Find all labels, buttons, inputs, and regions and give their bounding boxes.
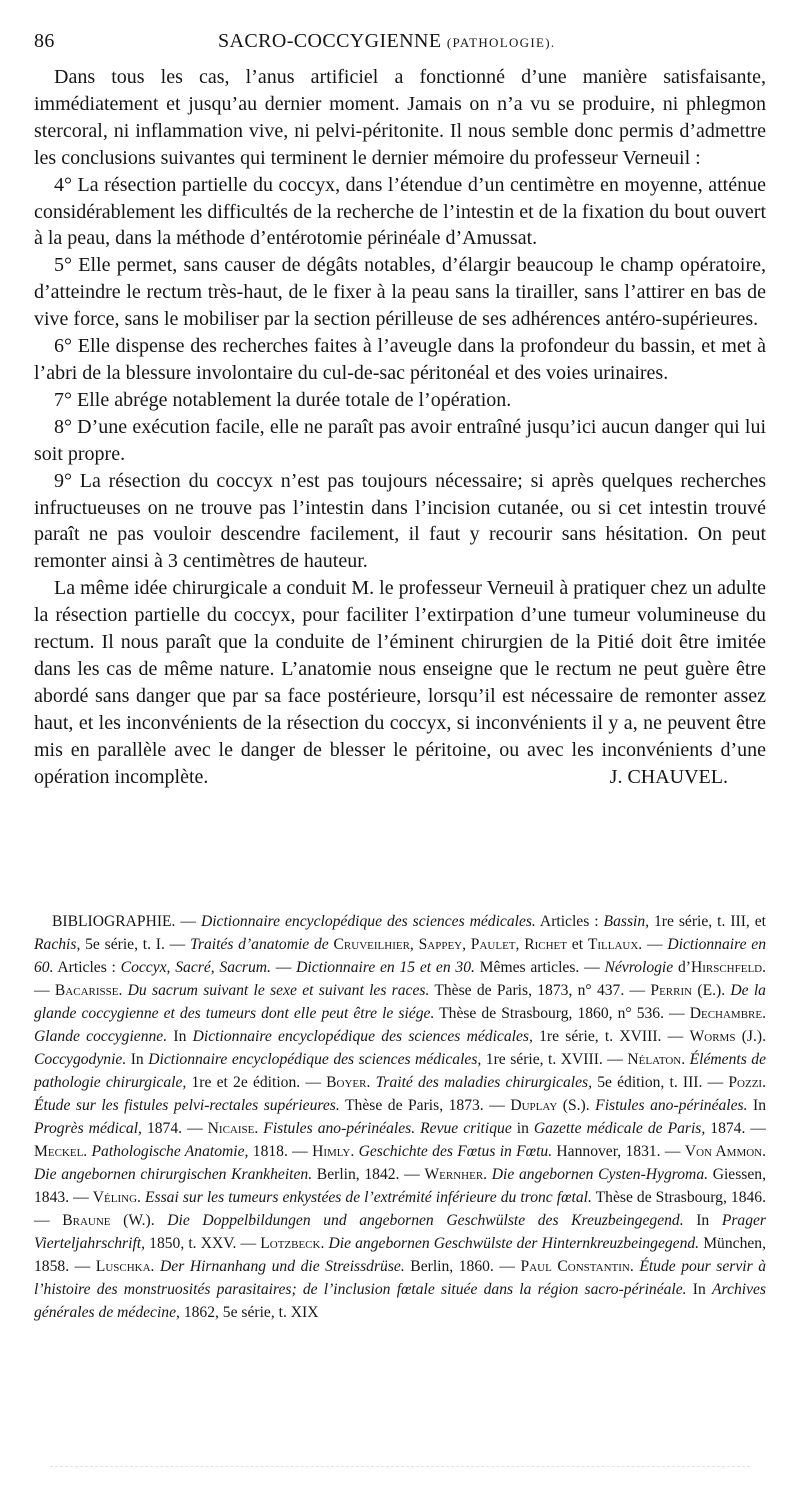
bibliography-segment: Boyer. bbox=[326, 1074, 371, 1091]
bibliography-segment: Fistules ano-périnéales. Revue critique bbox=[263, 1120, 512, 1137]
bibliography-segment: Tillaux. bbox=[587, 936, 643, 953]
bibliography-segment: Véling. bbox=[92, 1189, 141, 1206]
bibliography-segment: 1re série, t. XVIII. — bbox=[532, 1028, 690, 1045]
bibliography-segment: Essai sur les tumeurs enkystées de l’extrémité inférieure du tronc fœtal. bbox=[145, 1189, 592, 1206]
bibliography-segment: Dictionnaire en 60. bbox=[34, 936, 767, 976]
bibliography-entries bbox=[34, 913, 766, 1321]
bibliography-label: BIBLIOGRAPHIE. bbox=[52, 913, 176, 930]
bibliography-segment: Dictionnaire encyclopédique des sciences médicales, bbox=[148, 1051, 482, 1068]
running-title-text: SACRO-COCCYGIENNE bbox=[218, 30, 442, 52]
bibliography-segment: Thèse de Strasbourg, 1846. — bbox=[34, 1189, 766, 1229]
bibliography-segment: Articles : bbox=[535, 913, 604, 930]
bibliography-segment: Meckel. bbox=[34, 1143, 88, 1160]
bibliography-segment: De la glande coccygienne et des tumeurs dont elle peut être le siége. bbox=[34, 982, 766, 1022]
bibliography-segment: In bbox=[126, 1051, 149, 1068]
bibliography-segment: München, 1858. — bbox=[34, 1235, 766, 1275]
bibliography-segment: Étude sur les fistules pelvi-rectales supérieures. bbox=[34, 1097, 340, 1114]
bibliography-segment: Mêmes articles. — bbox=[474, 959, 605, 976]
bibliography-segment: In bbox=[683, 1212, 722, 1229]
bibliography-segment: Dictionnaire en 15 et en 30. bbox=[296, 959, 475, 976]
bibliography-segment: Bassin, bbox=[603, 913, 650, 930]
author-signature: J. CHAUVEL. bbox=[609, 765, 728, 788]
bibliography-segment: Névrologie bbox=[604, 959, 674, 976]
bibliography-segment: Glande coccygienne. bbox=[34, 1028, 168, 1045]
conclusion-6: 6° Elle dispense des recherches faites à l’aveugle dans la profondeur du bassin, et met à l’abri de la blessure involontaire du cul-de-sac péritonéal et des voies urinaires. bbox=[34, 335, 766, 384]
bibliography-segment: — bbox=[270, 959, 297, 976]
bibliography-segment: Die angebornen chirurgischen Krankheiten. bbox=[34, 1166, 313, 1183]
bibliography-segment: In bbox=[686, 1281, 713, 1298]
bibliography-segment: 5e édition, t. III. — bbox=[592, 1074, 729, 1091]
bibliography-segment: Thèse de Paris, 1873. — bbox=[339, 1097, 511, 1114]
bibliography-segment: Hannover, 1831. — bbox=[552, 1143, 685, 1160]
bibliography-segment: — bbox=[175, 913, 201, 930]
bibliography-segment: Étude pour servir à l’histoire des monstruosités parasitaires; de l’inclusion fœtale située dans la région sacro-périnéale. bbox=[34, 1258, 766, 1298]
bibliography-segment: Dictionnaire encyclopédique des sciences médicales. bbox=[200, 913, 536, 930]
bibliography-segment: Bacarisse. bbox=[54, 982, 123, 999]
paragraph-verneuil: La même idée chirurgicale a conduit M. le professeur Verneuil à pratiquer chez un adulte la résection partielle du coccyx, pour faciliter l’extirpation d’une tumeur volumineuse du rectum. Il nous paraît que la conduite de l’éminent chirurgien de la Pitié doit être imitée dans les cas de même nature. L’anatomie nous enseigne que le rectum ne peut guère être abordé sans danger que par sa face postérieure, lorsqu’il est nécessaire de remonter assez haut, et les inconvénients de la résection du coccyx, si inconvénients il y a, ne peuvent être mis en parallèle avec le danger de blesser le péritoine, ou avec les inconvénients d’une opération incomplète. bbox=[34, 577, 766, 788]
bibliography-segment: Nicaise. bbox=[207, 1120, 259, 1137]
bibliography-segment: In bbox=[167, 1028, 193, 1045]
bibliography-segment: Cruveilhier, Sappey, Paulet, Richet bbox=[328, 936, 567, 953]
bibliography-segment: (J.). bbox=[735, 1028, 766, 1045]
bibliography-segment: 1874. — bbox=[141, 1120, 208, 1137]
body-text bbox=[34, 64, 766, 790]
bibliography-segment: Luschka. bbox=[95, 1258, 155, 1275]
bibliography-segment: — bbox=[34, 982, 55, 999]
bibliography-segment: Articles : bbox=[53, 959, 121, 976]
bibliography-segment: Éléments de pathologie chirurgicale, bbox=[34, 1051, 767, 1091]
bibliography-segment: (W.). bbox=[110, 1212, 168, 1229]
bibliography-segment: Die Doppelbildungen und angebornen Geschwülste des Kreuzbeingegend. bbox=[167, 1212, 684, 1229]
bibliography-segment: 1874. — bbox=[705, 1120, 766, 1137]
bibliography-segment: Dictionnaire encyclopédique des sciences médicales, bbox=[192, 1028, 533, 1045]
bibliography-segment: In bbox=[747, 1097, 767, 1114]
bibliography-segment: Wernher. bbox=[424, 1166, 488, 1183]
bibliography-segment: Pozzi. bbox=[728, 1074, 766, 1091]
bibliography-segment: — bbox=[642, 936, 668, 953]
conclusion-5: 5° Elle permet, sans causer de dégâts notables, d’élargir beaucoup le champ opératoire, d’atteindre le rectum très-haut, de le fixer à la peau sans la tirailler, sans l’attirer en bas de vive force, sans le mobiliser par la section périlleuse de ses adhérences antéro-supérieures. bbox=[34, 254, 766, 331]
bibliography-segment: Traités d’anatomie de bbox=[190, 936, 329, 953]
bibliography-segment: Pathologische Anatomie, bbox=[91, 1143, 249, 1160]
page-header bbox=[34, 30, 766, 56]
conclusion-8: 8° D’une exécution facile, elle ne paraît pas avoir entraîné jusqu’ici aucun danger qui lui soit propre. bbox=[34, 415, 766, 465]
bibliography-segment: Der Hirnanhang und die Streissdrüse. bbox=[160, 1258, 405, 1275]
bibliography-segment: 5e série, t. I. — bbox=[80, 936, 191, 953]
bibliography-segment: Du sacrum suivant le sexe et suivant les races. bbox=[127, 982, 430, 999]
bibliography-segment: Braune bbox=[62, 1212, 111, 1229]
bibliography-segment: et bbox=[567, 936, 588, 953]
bibliography bbox=[34, 910, 766, 1324]
bibliography-segment: Paul Constantin. bbox=[520, 1258, 634, 1275]
conclusion-7: 7° Elle abrége notablement la durée totale de l’opération. bbox=[54, 388, 512, 411]
bibliography-segment: Von Ammon. bbox=[684, 1143, 767, 1160]
conclusion-4: 4° La résection partielle du coccyx, dans l’étendue d’un centimètre en moyenne, atténue considérablement les difficultés de la recherche de l’intestin et de la fixation du bout ouvert à la peau, dans la méthode d’entérotomie périnéale d’Amussat. bbox=[34, 173, 766, 250]
bibliography-segment: (E.). bbox=[692, 982, 731, 999]
bibliography-segment: Worms bbox=[689, 1028, 736, 1045]
page-bottom-rule bbox=[50, 1466, 750, 1467]
bibliography-segment: Giessen, 1843. — bbox=[34, 1166, 766, 1206]
bibliography-segment: Berlin, 1860. — bbox=[404, 1258, 521, 1275]
bibliography-segment: Traité des maladies chirurgicales, bbox=[375, 1074, 592, 1091]
bibliography-segment: Coccygodynie. bbox=[34, 1051, 127, 1068]
bibliography-segment: 1850, t. XXV. — bbox=[145, 1235, 261, 1252]
bibliography-segment: Archives générales de médecine, bbox=[34, 1281, 766, 1321]
bibliography-segment: Fistules ano-périnéales. bbox=[595, 1097, 748, 1114]
bibliography-segment: Perrin bbox=[650, 982, 693, 999]
bibliography-segment: Hirschfeld. bbox=[690, 959, 767, 976]
bibliography-segment: 1re et 2e édition. — bbox=[186, 1074, 327, 1091]
conclusion-9: 9° La résection du coccyx n’est pas toujours nécessaire; si après quelques recherches infructueuses on ne trouve pas l’intestin dans l’incision cutanée, ou si cet intestin trouvé paraît ne pas vouloir descendre facilement, il faut y recourir sans hésitation. On peut remonter ainsi à 3 centimètres de hauteur. bbox=[34, 469, 766, 573]
bibliography-segment: 1862, 5e série, t. XIX bbox=[179, 1304, 319, 1321]
page-number: 86 bbox=[34, 30, 55, 52]
bibliography-segment: Prager Vierteljahrschrift, bbox=[34, 1212, 767, 1252]
bibliography-segment: Geschichte des Fœtus in Fœtu. bbox=[358, 1143, 553, 1160]
bibliography-segment: Dechambre. bbox=[689, 1005, 766, 1022]
bibliography-segment: Berlin, 1842. — bbox=[312, 1166, 425, 1183]
bibliography-segment: Thèse de Strasbourg, 1860, n° 536. — bbox=[434, 1005, 690, 1022]
bibliography-segment: Duplay bbox=[510, 1097, 558, 1114]
bibliography-segment: Die angebornen Cysten-Hygroma. bbox=[491, 1166, 709, 1183]
bibliography-segment: Nélaton. bbox=[627, 1051, 686, 1068]
bibliography-segment: Thèse de Paris, 1873, n° 437. — bbox=[429, 982, 651, 999]
bibliography-segment: Rachis, bbox=[34, 936, 81, 953]
running-section: (PATHOLOGIE). bbox=[446, 35, 556, 50]
bibliography-segment: Die angebornen Geschwülste der Hinternkreuzbeingegend. bbox=[328, 1235, 700, 1252]
bibliography-segment: 1re série, t. XVIII. — bbox=[481, 1051, 628, 1068]
bibliography-segment: Gazette médicale de Paris, bbox=[533, 1120, 706, 1137]
bibliography-segment: 1818. — bbox=[248, 1143, 313, 1160]
bibliography-segment: Lotzbeck. bbox=[260, 1235, 325, 1252]
paragraph-intro: Dans tous les cas, l’anus artificiel a fonctionné d’une manière satisfaisante, immédiatement et jusqu’au dernier moment. Jamais on n’a vu se produire, ni phlegmon stercoral, ni inflammation vive, ni pelvi-péritonite. Il nous semble donc permis d’admettre les conclusions suivantes qui terminent le dernier mémoire du professeur Verneuil : bbox=[34, 66, 766, 169]
bibliography-segment: Progrès médical, bbox=[34, 1120, 142, 1137]
bibliography-segment: Coccyx, Sacré, Sacrum. bbox=[120, 959, 271, 976]
running-title bbox=[218, 30, 555, 53]
bibliography-segment: (S.). bbox=[557, 1097, 596, 1114]
bibliography-segment: d’ bbox=[673, 959, 691, 976]
bibliography-segment: Himly. bbox=[312, 1143, 355, 1160]
bibliography-segment: 1re série, t. III, et bbox=[649, 913, 767, 930]
bibliography-segment: in bbox=[511, 1120, 534, 1137]
